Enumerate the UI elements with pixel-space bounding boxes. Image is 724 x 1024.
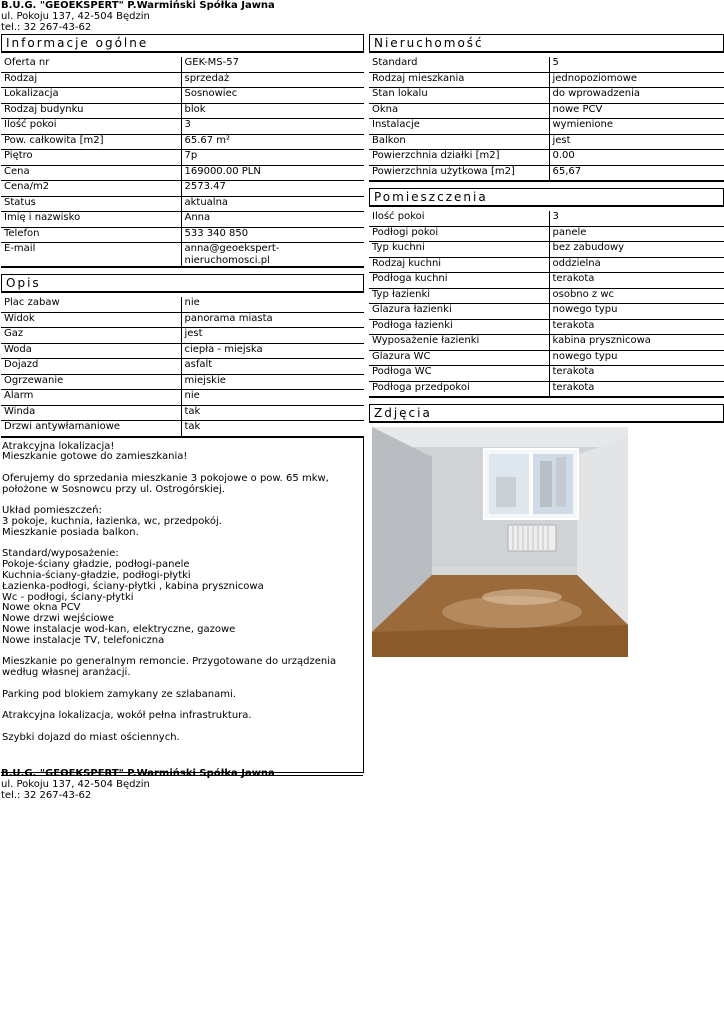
rooms-row	[369, 226, 724, 242]
general-row-label: Cena/m2	[1, 181, 181, 197]
general-row-value: Sosnowiec	[181, 88, 364, 104]
footer-company-name: B.U.G. "GEOEKSPERT" P.Warmiński Spółka Jawna	[1, 768, 275, 779]
rooms-row-label: Podłoga łazienki	[369, 319, 549, 335]
rooms-row	[369, 288, 724, 304]
property-row	[369, 88, 724, 104]
general-row-label: Ilość pokoi	[1, 119, 181, 135]
rooms-row	[369, 366, 724, 382]
general-row-value: aktualna	[181, 196, 364, 212]
property-row-value: wymienione	[549, 119, 724, 135]
general-row-label: Piętro	[1, 150, 181, 166]
general-row-value: blok	[181, 103, 364, 119]
general-row-label: Status	[1, 196, 181, 212]
opis-row-value: miejskie	[181, 374, 364, 390]
opis-row-label: Alarm	[1, 390, 181, 406]
property-row	[369, 150, 724, 166]
rooms-row	[369, 335, 724, 351]
opis-row-value: jest	[181, 328, 364, 344]
property-row	[369, 134, 724, 150]
property-row-label: Stan lokalu	[369, 88, 549, 104]
left-column	[1, 34, 364, 773]
rooms-row-value: terakota	[549, 273, 724, 289]
rooms-row-value: bez zabudowy	[549, 242, 724, 258]
property-row-value: do wprowadzenia	[549, 88, 724, 104]
company-footer	[1, 768, 401, 801]
opis-row-label: Drzwi antywłamaniowe	[1, 421, 181, 437]
general-row-label: Cena	[1, 165, 181, 181]
company-phone: tel.: 32 267-43-62	[1, 22, 92, 33]
general-row	[1, 212, 364, 228]
opis-row-label: Widok	[1, 312, 181, 328]
opis-row	[1, 421, 364, 437]
property-row-value: 0.00	[549, 150, 724, 166]
rooms-row-label: Ilość pokoi	[369, 211, 549, 226]
general-row	[1, 243, 364, 268]
rooms-row-label: Podłogi pokoi	[369, 226, 549, 242]
general-row-value: 533 340 850	[181, 227, 364, 243]
property-table	[369, 57, 724, 182]
general-row-value: Anna	[181, 212, 364, 228]
general-row	[1, 72, 364, 88]
opis-row	[1, 374, 364, 390]
rooms-row-value: oddzielna	[549, 257, 724, 273]
property-row-label: Rodzaj mieszkania	[369, 72, 549, 88]
rooms-row	[369, 211, 724, 226]
general-row	[1, 134, 364, 150]
company-name: B.U.G. "GEOEKSPERT" P.Warmiński Spółka Jawna	[1, 0, 275, 11]
property-row	[369, 103, 724, 119]
rooms-row-value: osobno z wc	[549, 288, 724, 304]
section-title-opis: Opis	[1, 274, 364, 293]
property-row-label: Balkon	[369, 134, 549, 150]
rooms-row-label: Podłoga kuchni	[369, 273, 549, 289]
opis-row-value: panorama miasta	[181, 312, 364, 328]
apartment-photo[interactable]	[372, 427, 628, 657]
general-row	[1, 103, 364, 119]
rooms-row-value: 3	[549, 211, 724, 226]
opis-row-value: tak	[181, 421, 364, 437]
property-row-value: 65,67	[549, 165, 724, 181]
general-row-label: Imię i nazwisko	[1, 212, 181, 228]
opis-table	[1, 297, 364, 438]
rooms-row-label: Glazura WC	[369, 350, 549, 366]
property-row-value: jest	[549, 134, 724, 150]
section-title-property: Nieruchomość	[369, 34, 724, 53]
general-row	[1, 181, 364, 197]
rooms-row	[369, 350, 724, 366]
property-row-label: Okna	[369, 103, 549, 119]
general-row-label: Lokalizacja	[1, 88, 181, 104]
property-row	[369, 119, 724, 135]
section-title-rooms: Pomieszczenia	[369, 188, 724, 207]
general-row	[1, 88, 364, 104]
rooms-row	[369, 273, 724, 289]
rooms-row-label: Wyposażenie łazienki	[369, 335, 549, 351]
general-row-value: 65.67 m²	[181, 134, 364, 150]
right-column	[369, 34, 724, 657]
opis-row	[1, 359, 364, 375]
property-row-label: Instalacje	[369, 119, 549, 135]
opis-row	[1, 343, 364, 359]
property-row-label: Powierzchnia użytkowa [m2]	[369, 165, 549, 181]
general-row	[1, 119, 364, 135]
rooms-row	[369, 381, 724, 397]
property-row-label: Standard	[369, 57, 549, 72]
rooms-row-value: terakota	[549, 366, 724, 382]
section-title-photos: Zdjęcia	[369, 404, 724, 423]
opis-row	[1, 312, 364, 328]
rooms-row-label: Podłoga WC	[369, 366, 549, 382]
rooms-row-value: kabina prysznicowa	[549, 335, 724, 351]
property-row-value: 5	[549, 57, 724, 72]
rooms-row-value: terakota	[549, 381, 724, 397]
rooms-row-value: panele	[549, 226, 724, 242]
rooms-row	[369, 242, 724, 258]
description-frame	[1, 438, 364, 773]
opis-row	[1, 405, 364, 421]
rooms-row-label: Typ łazienki	[369, 288, 549, 304]
general-row-label: Rodzaj	[1, 72, 181, 88]
opis-row-label: Woda	[1, 343, 181, 359]
general-row-value: 2573.47	[181, 181, 364, 197]
general-row-value: anna@geoekspert- nieruchomosci.pl	[181, 243, 364, 268]
rooms-row-value: nowego typu	[549, 350, 724, 366]
opis-row-label: Winda	[1, 405, 181, 421]
rooms-row-value: nowego typu	[549, 304, 724, 320]
general-row-label: E-mail	[1, 243, 181, 268]
general-row	[1, 150, 364, 166]
property-row	[369, 57, 724, 72]
rooms-row	[369, 257, 724, 273]
opis-row-value: nie	[181, 390, 364, 406]
section-title-general: Informacje ogólne	[1, 34, 364, 53]
general-row-value: 3	[181, 119, 364, 135]
property-row-label: Powierzchnia działki [m2]	[369, 150, 549, 166]
general-row-value: 169000.00 PLN	[181, 165, 364, 181]
rooms-row-label: Rodzaj kuchni	[369, 257, 549, 273]
general-row-value: GEK-MS-57	[181, 57, 364, 72]
opis-row-value: asfalt	[181, 359, 364, 375]
opis-row-value: ciepła - miejska	[181, 343, 364, 359]
rooms-row-label: Glazura łazienki	[369, 304, 549, 320]
opis-row-label: Gaz	[1, 328, 181, 344]
general-row-value: 7p	[181, 150, 364, 166]
general-row	[1, 165, 364, 181]
rooms-row	[369, 319, 724, 335]
room-photo-illustration	[372, 427, 628, 657]
general-row-label: Rodzaj budynku	[1, 103, 181, 119]
general-row-value: sprzedaż	[181, 72, 364, 88]
general-row-label: Pow. całkowita [m2]	[1, 134, 181, 150]
opis-row-value: nie	[181, 297, 364, 312]
general-row-label: Oferta nr	[1, 57, 181, 72]
rooms-table	[369, 211, 724, 398]
general-info-table	[1, 57, 364, 268]
property-row-value: nowe PCV	[549, 103, 724, 119]
rooms-row-label: Podłoga przedpokoi	[369, 381, 549, 397]
footer-company-phone: tel.: 32 267-43-62	[1, 790, 92, 801]
property-row	[369, 165, 724, 181]
general-row	[1, 227, 364, 243]
company-header	[1, 0, 401, 33]
rooms-row	[369, 304, 724, 320]
rooms-row-value: terakota	[549, 319, 724, 335]
rooms-row-label: Typ kuchni	[369, 242, 549, 258]
property-row	[369, 72, 724, 88]
general-row	[1, 196, 364, 212]
opis-row-value: tak	[181, 405, 364, 421]
opis-row-label: Dojazd	[1, 359, 181, 375]
opis-row-label: Plac zabaw	[1, 297, 181, 312]
opis-row	[1, 297, 364, 312]
description-text: Atrakcyjna lokalizacja! Mieszkanie gotowe do zamieszkania! Oferujemy do sprzedania mieszkanie 3 pokojowe o pow. 65 mkw, położone w Sosnowcu przy ul. Ostrogórskiej. Układ pomieszczeń: 3 pokoje, kuchnia, łazienka, wc, przedpokój. Mieszkanie posiada balkon. Standard/wyposażenie: Pokoje-ściany gładzie, podłogi-panele Kuchnia-ściany-gładzie, podłogi-płytki Łazienka-podłogi, ściany-płytki , kabina prysznicowa Wc - podłogi, ściany-płytki Nowe okna PCV Nowe drzwi wejściowe Nowe instalacje wod-kan, elektryczne, gazowe Nowe instalacje TV, telefoniczna Mieszkanie po generalnym remoncie. Przygotowane do urządzenia według własnej aranżacji. Parking pod blokiem zamykany ze szlabanami. Atrakcyjna lokalizacja, wokół pełna infrastruktura. Szybki dojazd do miast ościennych.	[2, 440, 337, 744]
general-row	[1, 57, 364, 72]
general-row-label: Telefon	[1, 227, 181, 243]
property-row-value: jednopoziomowe	[549, 72, 724, 88]
opis-row	[1, 390, 364, 406]
footer-company-address: ul. Pokoju 137, 42-504 Będzin	[1, 779, 150, 790]
opis-row-label: Ogrzewanie	[1, 374, 181, 390]
company-address: ul. Pokoju 137, 42-504 Będzin	[1, 11, 150, 22]
opis-row	[1, 328, 364, 344]
